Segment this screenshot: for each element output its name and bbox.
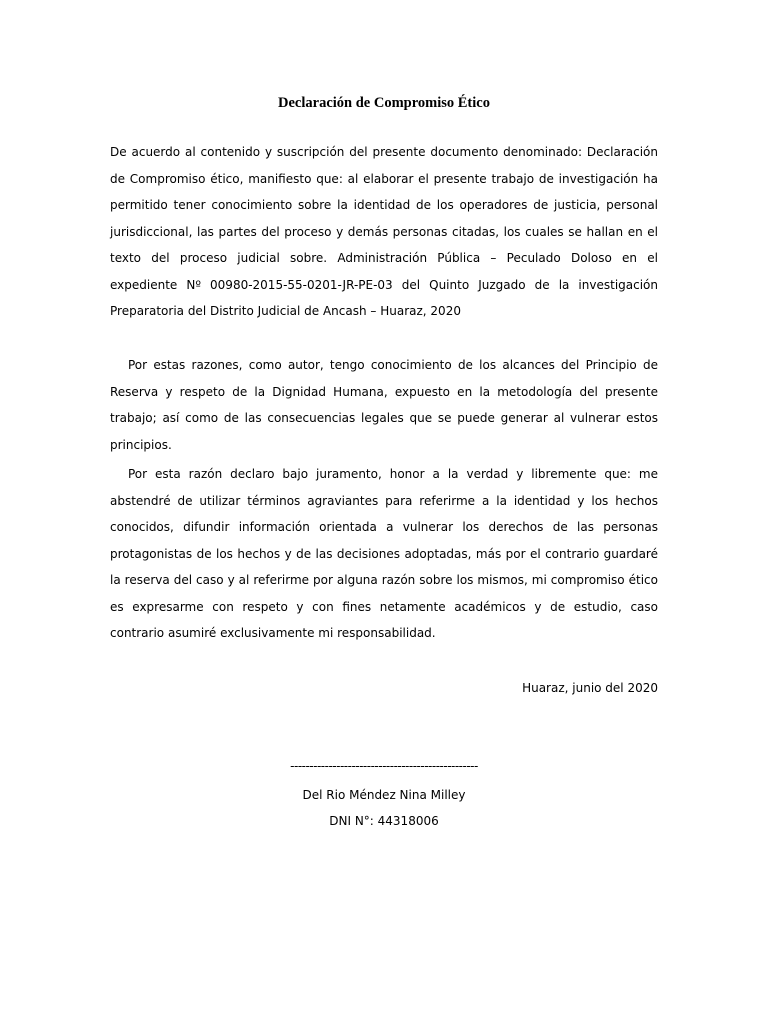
paragraph-declaration: De acuerdo al contenido y suscripción del presente documento denominado: Declaración de Compromiso ético, manifiesto que: al elaborar el presente trabajo de investigación ha permitido tener conocimiento sobre la identidad de los operadores de justicia, personal jurisdiccional, las partes del proceso y demás personas citadas, los cuales se hallan en el texto del proceso judicial sobre. Administración Pública – Peculado Doloso en el expediente Nº 00980-2015-55-0201-JR-PE-03 del Quinto Juzgado de la investigación Preparatoria del Distrito Judicial de Ancash – Huaraz, 2020 xyxy=(110,145,658,318)
document-title: Declaración de Compromiso Ético xyxy=(278,95,490,111)
place-date: Huaraz, junio del 2020 xyxy=(522,681,658,695)
paragraph-reasons: Por estas razones, como autor, tengo conocimiento de los alcances del Principio de Reserva y respeto de la Dignidad Humana, expuesto en la metodología del presente trabajo; así como de las consecuencias legales que se puede generar al vulnerar estos principios. xyxy=(110,358,658,452)
paragraph-oath: Por esta razón declaro bajo juramento, honor a la verdad y libremente que: me abstendré de utilizar términos agraviantes para referirme a la identidad y los hechos conocidos, difundir información orientada a vulnerar los derechos de las personas protagonistas de los hechos y de las decisiones adoptadas, más por el contrario guardaré la reserva del caso y al referirme por alguna razón sobre los mismos, mi compromiso ético es expresarme con respeto y con fines netamente académicos y de estudio, caso contrario asumiré exclusivamente mi responsabilidad. xyxy=(110,467,658,640)
signer-id: DNI N°: 44318006 xyxy=(329,814,439,828)
signer-name: Del Rio Méndez Nina Milley xyxy=(302,788,466,802)
signature-line: ------------------------------------------------- xyxy=(290,759,478,773)
